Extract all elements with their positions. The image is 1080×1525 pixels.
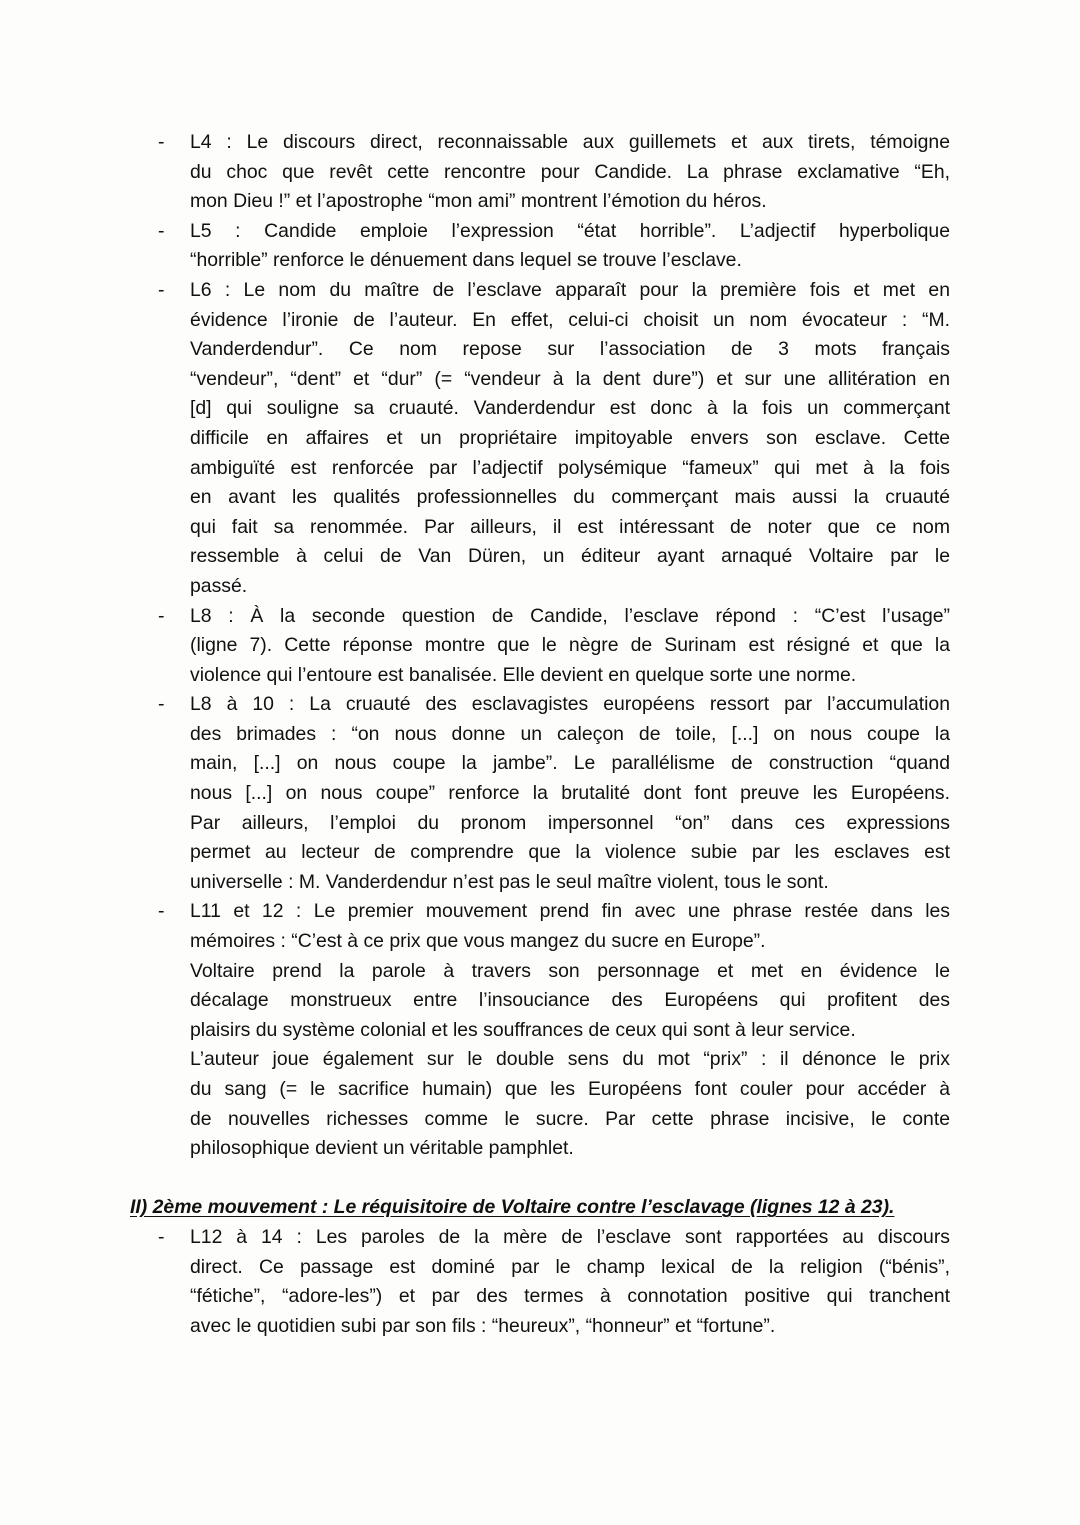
- analysis-bullet-list-mouvement-1: [130, 128, 950, 957]
- bullet-item-l4: [130, 128, 950, 217]
- bullet-item-l8-a-10: [130, 690, 950, 897]
- bullet-line: ambiguïté est renforcée par l’adjectif polysémique “fameux” qui met à la fois: [190, 456, 950, 479]
- bullet-dash-icon: -: [158, 604, 165, 627]
- bullet-line: avec le quotidien subi par son fils : “heureux”, “honneur” et “fortune”.: [190, 1314, 776, 1337]
- bullet-line: L5 : Candide emploie l’expression “état horrible”. L’adjectif hyperbolique: [190, 219, 950, 242]
- section-spacer: [130, 1164, 950, 1194]
- bullet-line: “vendeur”, “dent” et “dur” (= “vendeur à la dent dure”) et sur une allitération en: [190, 367, 950, 390]
- bullet-line: “fétiche”, “adore-les”) et par des termes à connotation positive qui tranchent: [190, 1285, 950, 1308]
- bullet-item-l8: [130, 602, 950, 691]
- bullet-line: universelle : M. Vanderdendur n’est pas le seul maître violent, tous le sont.: [190, 870, 829, 893]
- bullet-line: main, [...] on nous coupe la jambe”. Le parallélisme de construction “quand: [190, 752, 950, 775]
- paragraph-line: décalage monstrueux entre l’insouciance des Européens qui profitent des: [190, 989, 950, 1012]
- paragraph-line: plaisirs du système colonial et les souffrances de ceux qui sont à leur service.: [190, 1018, 856, 1041]
- bullet-dash-icon: -: [158, 278, 165, 301]
- bullet-line: (ligne 7). Cette réponse montre que le nègre de Surinam est résigné et que la: [190, 634, 950, 657]
- paragraph-line: philosophique devient un véritable pamphlet.: [190, 1137, 574, 1160]
- bullet-line: L11 et 12 : Le premier mouvement prend fin avec une phrase restée dans les: [190, 900, 950, 923]
- bullet-line: difficile en affaires et un propriétaire impitoyable envers son esclave. Cette: [190, 426, 950, 449]
- bullet-item-l6: [130, 276, 950, 602]
- bullet-line: “horrible” renforce le dénuement dans lequel se trouve l’esclave.: [190, 249, 742, 272]
- bullet-dash-icon: -: [158, 693, 165, 716]
- bullet-dash-icon: -: [158, 131, 165, 153]
- analysis-bullet-list-mouvement-2: [130, 1223, 950, 1341]
- bullet-line: violence qui l’entoure est banalisée. Elle devient en quelque sorte une norme.: [190, 663, 857, 686]
- bullet-line: nous [...] on nous coupe” renforce la brutalité dont font preuve les Européens.: [190, 782, 950, 805]
- bullet-dash-icon: -: [158, 1225, 165, 1248]
- bullet-line: Par ailleurs, l’emploi du pronom impersonnel “on” dans ces expressions: [190, 811, 950, 834]
- document-body: [130, 128, 950, 1341]
- bullet-line: qui fait sa renommée. Par ailleurs, il est intéressant de noter que ce nom: [190, 515, 950, 538]
- section-heading-mouvement-2: II) 2ème mouvement : Le réquisitoire de Voltaire contre l’esclavage (lignes 12 à 23).: [130, 1196, 895, 1219]
- bullet-line: ressemble à celui de Van Düren, un éditeur ayant arnaqué Voltaire par le: [190, 545, 950, 568]
- bullet-line: direct. Ce passage est dominé par le champ lexical de la religion (“bénis”,: [190, 1255, 950, 1278]
- paragraph-voltaire-prend-la-parole: [130, 957, 950, 1046]
- bullet-line: mon Dieu !” et l’apostrophe “mon ami” montrent l’émotion du héros.: [190, 190, 767, 213]
- bullet-line: L6 : Le nom du maître de l’esclave apparaît pour la première fois et met en: [190, 278, 950, 301]
- bullet-line: mémoires : “C’est à ce prix que vous mangez du sucre en Europe”.: [190, 930, 766, 953]
- bullet-line: L4 : Le discours direct, reconnaissable aux guillemets et aux tirets, témoigne: [190, 131, 950, 153]
- paragraph-double-sens-prix: [130, 1045, 950, 1163]
- bullet-dash-icon: -: [158, 219, 165, 242]
- bullet-line: en avant les qualités professionnelles du commerçant mais aussi la cruauté: [190, 486, 950, 509]
- bullet-line: passé.: [190, 574, 248, 597]
- bullet-line: évidence l’ironie de l’auteur. En effet, celui-ci choisit un nom évocateur : “M.: [190, 308, 950, 331]
- bullet-line: L8 : À la seconde question de Candide, l’esclave répond : “C’est l’usage”: [190, 604, 950, 627]
- bullet-line: permet au lecteur de comprendre que la violence subie par les esclaves est: [190, 841, 950, 864]
- paragraph-line: de nouvelles richesses comme le sucre. Par cette phrase incisive, le conte: [190, 1107, 950, 1130]
- bullet-dash-icon: -: [158, 900, 165, 923]
- bullet-item-l12-a-14: [130, 1223, 950, 1341]
- paragraph-line: L’auteur joue également sur le double sens du mot “prix” : il dénonce le prix: [190, 1048, 950, 1071]
- bullet-line: [d] qui souligne sa cruauté. Vanderdendur est donc à la fois un commerçant: [190, 397, 950, 420]
- paragraph-line: Voltaire prend la parole à travers son personnage et met en évidence le: [190, 959, 950, 982]
- bullet-line: du choc que revêt cette rencontre pour Candide. La phrase exclamative “Eh,: [190, 160, 950, 183]
- bullet-line: des brimades : “on nous donne un caleçon de toile, [...] on nous coupe la: [190, 722, 950, 745]
- bullet-item-l11-et-12: [130, 897, 950, 956]
- paragraph-line: du sang (= le sacrifice humain) que les Européens font couler pour accéder à: [190, 1078, 950, 1100]
- bullet-item-l5: [130, 217, 950, 276]
- bullet-line: L12 à 14 : Les paroles de la mère de l’esclave sont rapportées au discours: [190, 1225, 950, 1248]
- bullet-line: Vanderdendur”. Ce nom repose sur l’association de 3 mots français: [190, 338, 950, 361]
- bullet-line: L8 à 10 : La cruauté des esclavagistes européens ressort par l’accumulation: [190, 693, 950, 716]
